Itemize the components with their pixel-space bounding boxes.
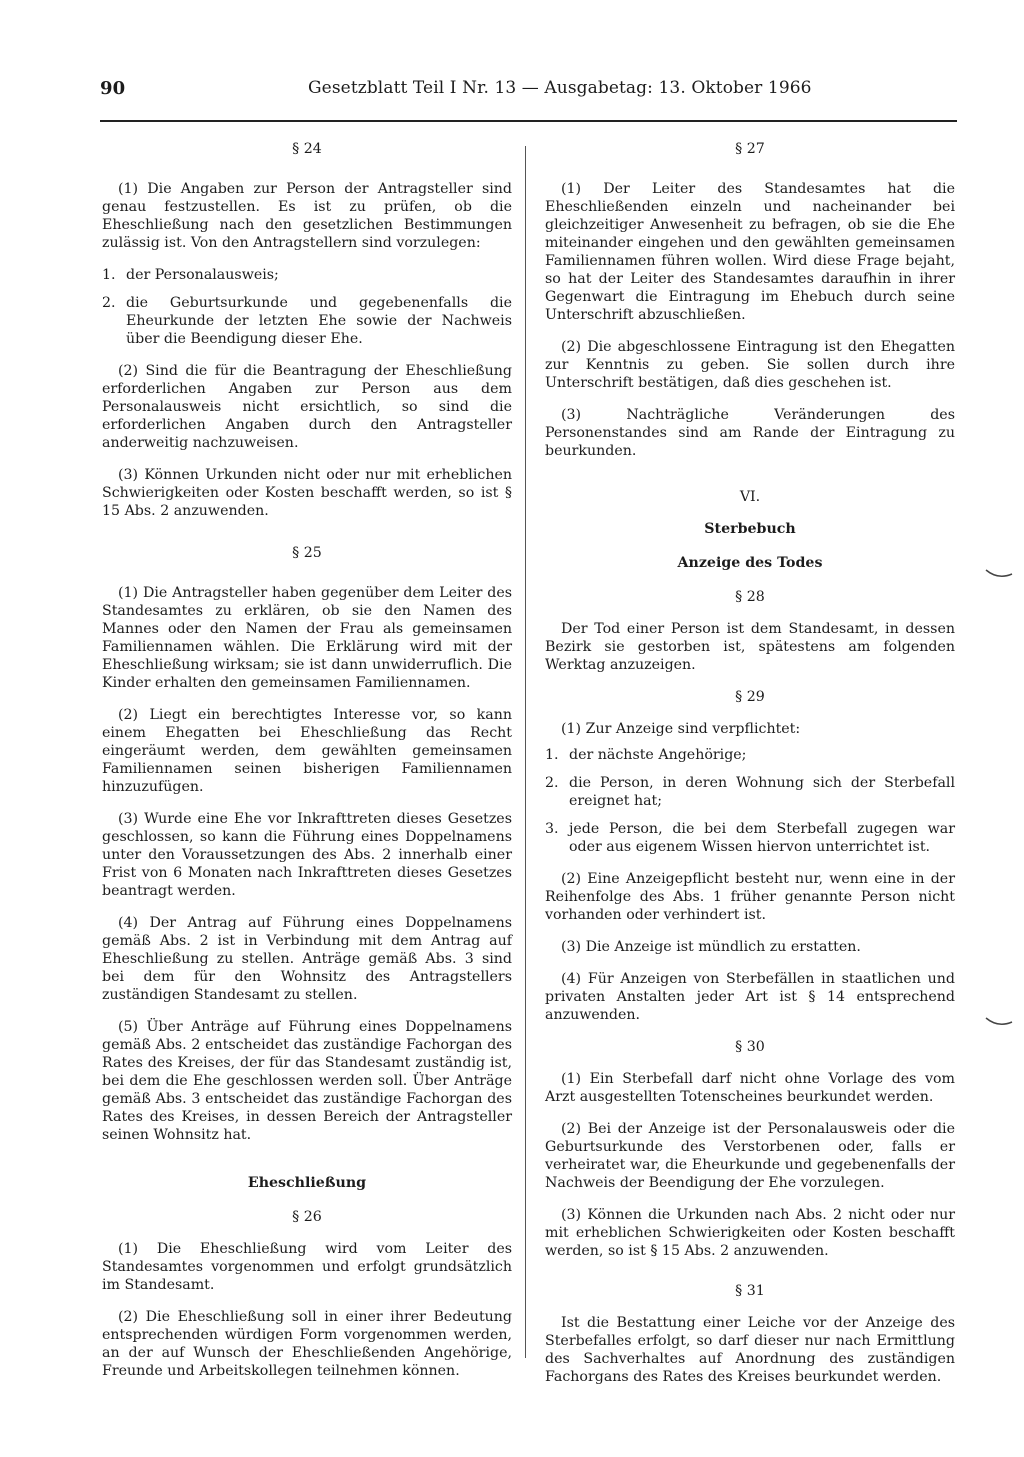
section-31-paragraph-1: Ist die Bestattung einer Leiche vor der Anzeige des Sterbefalles erfolgt, so darf dieser nur nach Ermittlung des Sachverhaltes auf Anordnung des zuständigen Fachorgans des Rates des Kreises beurkundet werden. xyxy=(545,1315,955,1385)
list-item xyxy=(545,774,955,810)
section-27-heading: § 27 xyxy=(735,141,765,157)
list-number: 2. xyxy=(102,295,116,311)
section-29-paragraph-1: (1) Zur Anzeige sind verpflichtet: xyxy=(561,721,801,737)
section-28-paragraph-1: Der Tod einer Person ist dem Standesamt, in dessen Bezirk sie gestorben ist, spätestens am folgenden Werktag anzuzeigen. xyxy=(545,621,955,673)
list-text: der Personalausweis; xyxy=(126,267,279,283)
part-title: Sterbebuch xyxy=(704,521,796,537)
section-27-paragraph-2: (2) Die abgeschlossene Eintragung ist den Ehegatten zur Kenntnis zu geben. Sie sollen durch ihre Unterschrift bestätigen, daß dies geschehen ist. xyxy=(545,339,955,391)
section-24-paragraph-3: (3) Können Urkunden nicht oder nur mit erheblichen Schwierigkeiten oder Kosten beschafft werden, so ist § 15 Abs. 2 anzuwenden. xyxy=(102,467,512,519)
list-number: 2. xyxy=(545,775,559,791)
section-27-paragraph-3: (3) Nachträgliche Veränderungen des Personenstandes sind am Rande der Eintragung zu beurkunden. xyxy=(545,407,955,459)
right-column xyxy=(545,136,955,1400)
list-item xyxy=(102,294,512,348)
list-item xyxy=(545,820,955,856)
section-24-paragraph-2: (2) Sind die für die Beantragung der Eheschließung erforderlichen Angaben zur Person aus dem Personalausweis nicht ersichtlich, so sind die erforderlichen Angaben durch den Antragsteller anderweitig nachzuweisen. xyxy=(102,363,512,451)
scan-mark xyxy=(984,1014,1014,1028)
section-31-heading: § 31 xyxy=(735,1283,765,1299)
section-26-heading: § 26 xyxy=(292,1209,322,1225)
part-number: VI. xyxy=(739,489,761,505)
header-rule xyxy=(100,120,957,122)
gazette-title: Gesetzblatt Teil I Nr. 13 — Ausgabetag: 13. Oktober 1966 xyxy=(308,78,812,98)
list-text: die Geburtsurkunde und gegebenenfalls die Eheurkunde der letzten Ehe sowie der Nachweis über die Beendigung dieser Ehe. xyxy=(126,295,512,347)
list-item xyxy=(102,266,512,284)
section-30-paragraph-2: (2) Bei der Anzeige ist der Personalausweis oder die Geburtsurkunde des Verstorbenen oder, falls er verheiratet war, die Eheurkunde und gegebenenfalls der Nachweis der Beendigung der Ehe vorzulegen. xyxy=(545,1121,955,1191)
section-29-paragraph-2: (2) Eine Anzeigepflicht besteht nur, wenn eine in der Reihenfolge des Abs. 1 früher genannte Person nicht vorhanden oder verhindert ist. xyxy=(545,871,955,923)
section-24-heading: § 24 xyxy=(292,141,322,157)
section-29-paragraph-3: (3) Die Anzeige ist mündlich zu erstatten. xyxy=(561,939,861,955)
section-26-paragraph-1: (1) Die Eheschließung wird vom Leiter des Standesamtes vorgenommen und erfolgt grundsätzlich im Standesamt. xyxy=(102,1241,512,1293)
eheschliessung-title: Eheschließung xyxy=(247,1175,367,1191)
list-number: 3. xyxy=(545,821,559,837)
section-25-paragraph-2: (2) Liegt ein berechtigtes Interesse vor, so kann einem Ehegatten bei Eheschließung das Recht eingeräumt werden, dem gewählten gemeinsamen Familiennamen seinen bisherigen Familiennamen hinzuzufügen. xyxy=(102,707,512,795)
section-26-paragraph-2: (2) Die Eheschließung soll in einer ihrer Bedeutung entsprechenden würdigen Form vorgenommen werden, an der auf Wunsch der Eheschließenden Angehörige, Freunde und Arbeitskollegen teilnehmen können. xyxy=(102,1309,512,1379)
section-28-heading: § 28 xyxy=(735,589,765,605)
section-25-paragraph-4: (4) Der Antrag auf Führung eines Doppelnamens gemäß Abs. 2 ist in Verbindung mit dem Antrag auf Eheschließung zu stellen. Anträge gemäß Abs. 3 sind bei dem für den Wohnsitz des Antragstellers zuständigen Standesamt zu stellen. xyxy=(102,915,512,1003)
list-text: jede Person, die bei dem Sterbefall zugegen war oder aus eigenem Wissen hiervon unterrichtet ist. xyxy=(569,821,955,855)
left-column xyxy=(102,136,512,1394)
list-text: die Person, in deren Wohnung sich der Sterbefall ereignet hat; xyxy=(569,775,955,809)
section-25-heading: § 25 xyxy=(292,545,322,561)
list-item xyxy=(545,746,955,764)
list-number: 1. xyxy=(545,747,559,763)
section-25-paragraph-3: (3) Wurde eine Ehe vor Inkrafttreten dieses Gesetzes geschlossen, so kann die Führung eines Doppelnamens unter den Voraussetzungen des Abs. 2 innerhalb einer Frist von 6 Monaten nach Inkrafttreten dieses Gesetzes beantragt werden. xyxy=(102,811,512,899)
section-25-paragraph-1: (1) Die Antragsteller haben gegenüber dem Leiter des Standesamtes zu erklären, ob sie den Namen des Mannes oder den Namen der Frau als gemeinsamen Familiennamen wählen. Die Erklärung wird mit der Eheschließung wirksam; sie ist dann unwiderruflich. Die Kinder erhalten den gemeinsamen Familiennamen. xyxy=(102,585,512,691)
section-25-paragraph-5: (5) Über Anträge auf Führung eines Doppelnamens gemäß Abs. 2 entscheidet das zuständige Fachorgan des Rates des Kreises, der für das Standesamt zuständig ist, bei dem die Ehe geschlossen werden soll. Über Anträge gemäß Abs. 3 entscheidet das zuständige Fachorgan des Rates des Kreises, in dessen Bereich der Antragsteller seinen Wohnsitz hat. xyxy=(102,1019,512,1143)
section-30-paragraph-1: (1) Ein Sterbefall darf nicht ohne Vorlage des vom Arzt ausgestellten Totenscheines beurkundet werden. xyxy=(545,1071,955,1105)
page-header xyxy=(100,78,980,104)
section-30-heading: § 30 xyxy=(735,1039,765,1055)
list-number: 1. xyxy=(102,267,116,283)
column-divider xyxy=(525,146,526,1358)
list-text: der nächste Angehörige; xyxy=(569,747,747,763)
section-27-paragraph-1: (1) Der Leiter des Standesamtes hat die Eheschließenden einzeln und nacheinander bei gleichzeitiger Anwesenheit zu befragen, ob sie die Ehe miteinander eingehen und den gewählten gemeinsamen Familiennamen führen wollen. Wird diese Frage bejaht, so hat der Leiter des Standesamtes daraufhin in ihrer Gegenwart die Eintragung im Ehebuch durch seine Unterschrift abzuschließen. xyxy=(545,181,955,323)
section-29-heading: § 29 xyxy=(735,689,765,705)
scan-mark xyxy=(984,566,1014,580)
page-number: 90 xyxy=(100,78,126,99)
section-29-paragraph-4: (4) Für Anzeigen von Sterbefällen in staatlichen und privaten Anstalten jeder Art ist § 14 entsprechend anzuwenden. xyxy=(545,971,955,1023)
section-24-paragraph-1: (1) Die Angaben zur Person der Antragsteller sind genau festzustellen. Es ist zu prüfen, ob die Eheschließung nach den gesetzlichen Bestimmungen zulässig ist. Von den Antragstellern sind vorzulegen: xyxy=(102,181,512,251)
part-subtitle: Anzeige des Todes xyxy=(677,555,823,571)
section-30-paragraph-3: (3) Können die Urkunden nach Abs. 2 nicht oder nur mit erheblichen Schwierigkeiten oder Kosten beschafft werden, so ist § 15 Abs. 2 anzuwenden. xyxy=(545,1207,955,1259)
